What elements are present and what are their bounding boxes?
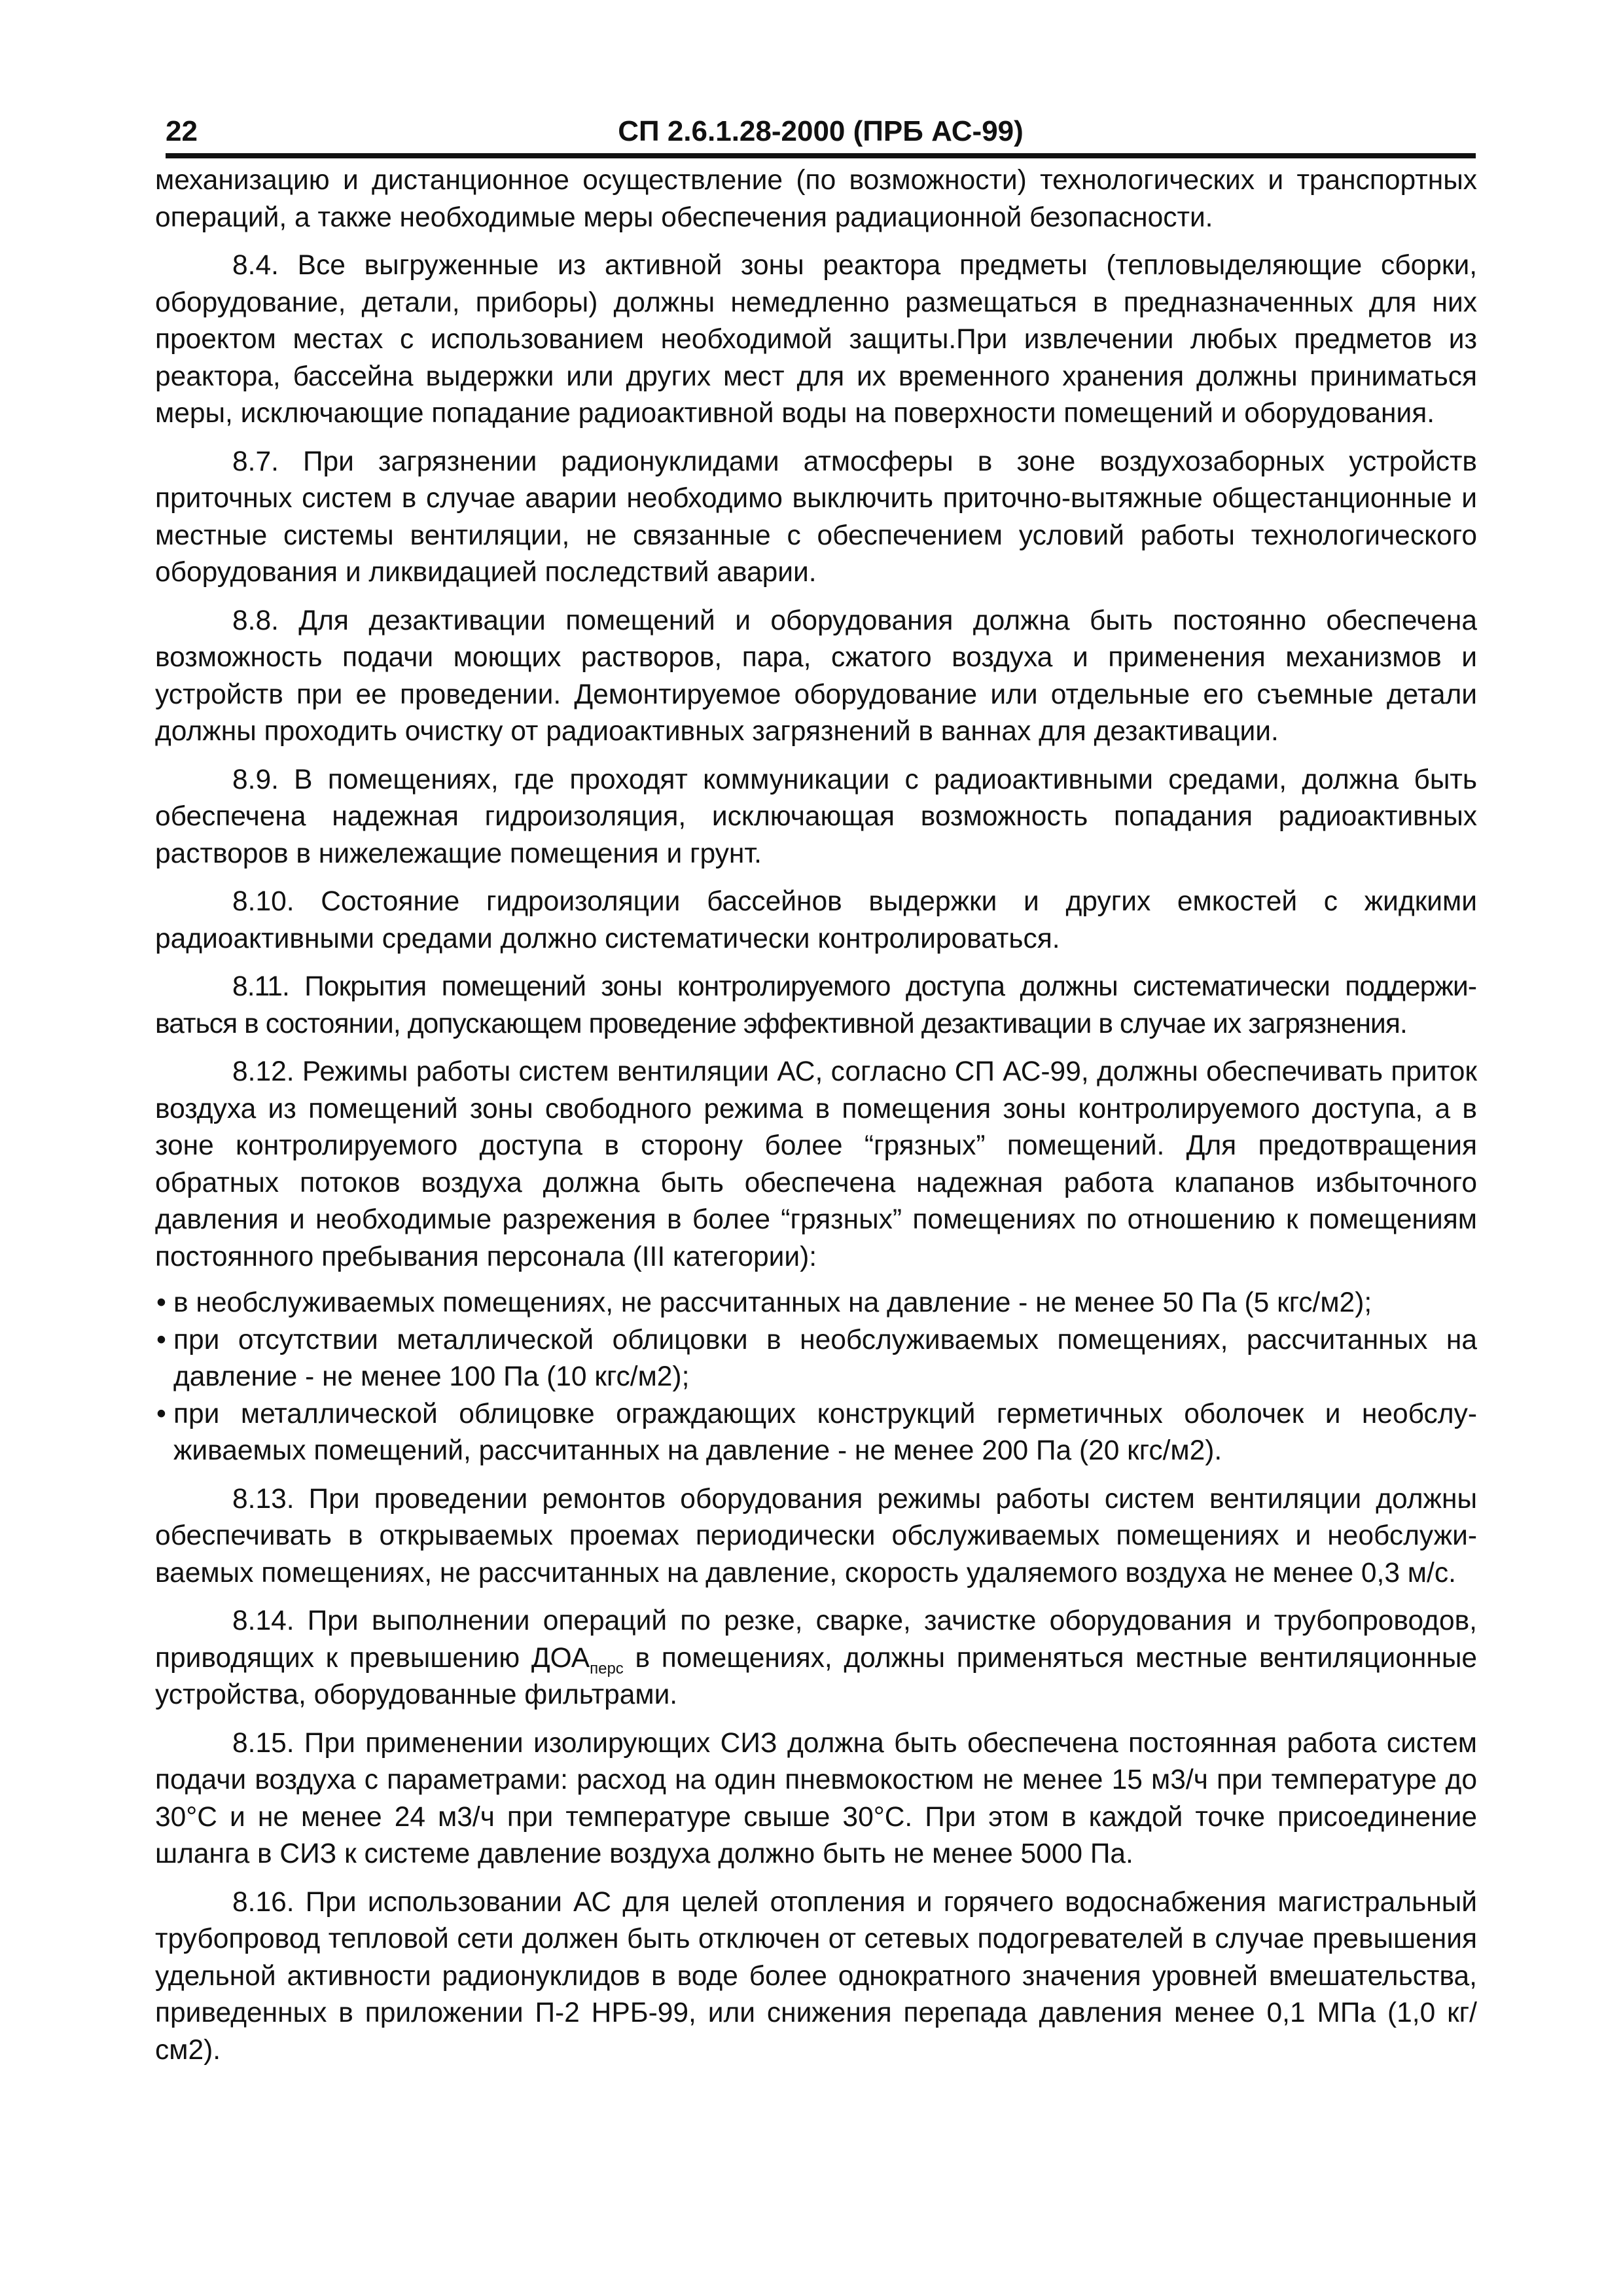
paragraph-8-11: 8.11. Покрытия помещений зоны контролируемого доступа должны систематически поддерживаться в состоянии, допускающем проведение эффективной дезактивации в случае их загрязнения. xyxy=(155,971,1477,1039)
doa-subscript: перс xyxy=(590,1659,624,1677)
paragraph-8-16: 8.16. При использовании АС для целей отопления и горячего водоснабжения магистральный трубопровод тепловой сети должен быть отключен от сетевых подогревателей в случае превышения удельной активности радионуклидов в воде более однократного значения уровней вмешательства, приведенных в приложении П-2 НРБ-99, или снижения перепада давления менее 0,1 МПа (1,0 кг/см2). xyxy=(155,1886,1477,2066)
pressure-list xyxy=(155,1285,1477,1470)
list-item-text: при металлической облицовке ограждающих конструкций герметичных оболочек и необслуживаемых помещений, рассчитанных на давление - не менее 200 Па (20 кгс/м2). xyxy=(173,1398,1477,1466)
bullet-icon: • xyxy=(156,1324,166,1355)
paragraph-8-8: 8.8. Для дезактивации помещений и оборудования должна быть постоянно обеспечена возможность подачи моющих растворов, пара, сжатого воздуха и применения механизмов и устройств при ее проведении. Демонтируемое оборудование или отдельные его съемные детали должны проходить очистку от радиоактивных загрязнений в ваннах для дезактивации. xyxy=(155,605,1477,747)
paragraph-8-9: 8.9. В помещениях, где проходят коммуникации с радиоактивными средами, должна быть обеспечена надежная гидроизоляция, исключающая возможность попадания радиоактивных растворов в нижележащие помещения и грунт. xyxy=(155,764,1477,869)
bullet-icon: • xyxy=(156,1287,166,1318)
paragraph-8-7: 8.7. При загрязнении радионуклидами атмосферы в зоне воздухозаборных устройств приточных систем в случае аварии необходимо выключить приточно-вытяжные общестанционные и местные системы вентиляции, не связанные с обеспечением условий работы технологического оборудования и ликвидацией последствий аварии. xyxy=(155,446,1477,588)
paragraph-8-4: 8.4. Все выгруженные из активной зоны реактора предметы (тепловыделяющие сборки, оборудование, детали, приборы) должны немедленно размещаться в предназначенных для них проектом местах с использованием необходимой защиты.При извлечении любых предметов из реактора, бассейна выдержки или других мест для их временного хранения должны приниматься меры, исключающие попадание радиоактивной воды на поверхности помещений и оборудования. xyxy=(155,250,1477,429)
page-header xyxy=(166,113,1476,153)
paragraph-8-15: 8.15. При применении изолирующих СИЗ должна быть обеспечена постоянная работа систем подачи воздуха с параметрами: расход на один пневмокостюм не менее 15 м3/ч при температуре до 30°С и не менее 24 м3/ч при температуре свыше 30°С. При этом в каждой точке присоединение шланга в СИЗ к системе давление воздуха должно быть не менее 5000 Па. xyxy=(155,1727,1477,1869)
list-item xyxy=(155,1322,1477,1396)
header-rule xyxy=(166,153,1476,158)
paragraph-8-10: 8.10. Состояние гидроизоляции бассейнов выдержки и других емкостей с жидкими радиоактивными средами должно систематически контролироваться. xyxy=(155,886,1477,954)
page-number: 22 xyxy=(166,115,198,147)
paragraph-8-12: 8.12. Режимы работы систем вентиляции АС, согласно СП АС-99, должны обеспечивать приток воздуха из помещений зоны свободного режима в помещения зоны контролируемого доступа, а в зоне контролируемого доступа в сторону более “грязных” помещений. Для предотвращения обратных потоков воздуха должна быть обеспечена надежная работа клапанов избыточного давления и необходимые разрежения в более “грязных” помещениях по отношению к помещениям постоянного пребывания персонала (III категории): xyxy=(155,1056,1477,1272)
list-item xyxy=(155,1396,1477,1470)
list-item-text: в необслуживаемых помещениях, не рассчитанных на давление - не менее 50 Па (5 кгс/м2); xyxy=(173,1287,1372,1318)
list-item xyxy=(155,1285,1477,1322)
paragraph-8-14-text-a: 8.14. При выполнении операций по резке, сварке, зачистке оборудования и трубопроводов, приводящих к превышению ДОА xyxy=(155,1605,1477,1674)
paragraph-8-14-text-b: в помещениях, должны применяться местные вентиляционные устройства, оборудованные фильтрами. xyxy=(155,1642,1478,1710)
body-text xyxy=(155,162,1477,2069)
intro-paragraph: механизацию и дистанционное осуществление (по возможности) технологических и транспортных операций, а также необходимые меры обеспечения радиационной безопасности. xyxy=(155,165,1477,233)
paragraph-8-14 xyxy=(155,1603,1477,1714)
document-code: СП 2.6.1.28-2000 (ПРБ АС-99) xyxy=(618,115,1024,147)
bullet-icon: • xyxy=(156,1398,166,1429)
list-item-text: при отсутствии металлической облицовки в необслуживаемых помещениях, рассчитанных на давление - не менее 100 Па (10 кгс/м2); xyxy=(173,1324,1477,1392)
paragraph-8-13: 8.13. При проведении ремонтов оборудования режимы работы систем вентиляции должны обеспечивать в открываемых проемах периодически обслуживаемых помещениях и необслуживаемых помещениях, не рассчитанных на давление, скорость удаляемого воздуха не менее 0,3 м/с. xyxy=(155,1483,1477,1588)
